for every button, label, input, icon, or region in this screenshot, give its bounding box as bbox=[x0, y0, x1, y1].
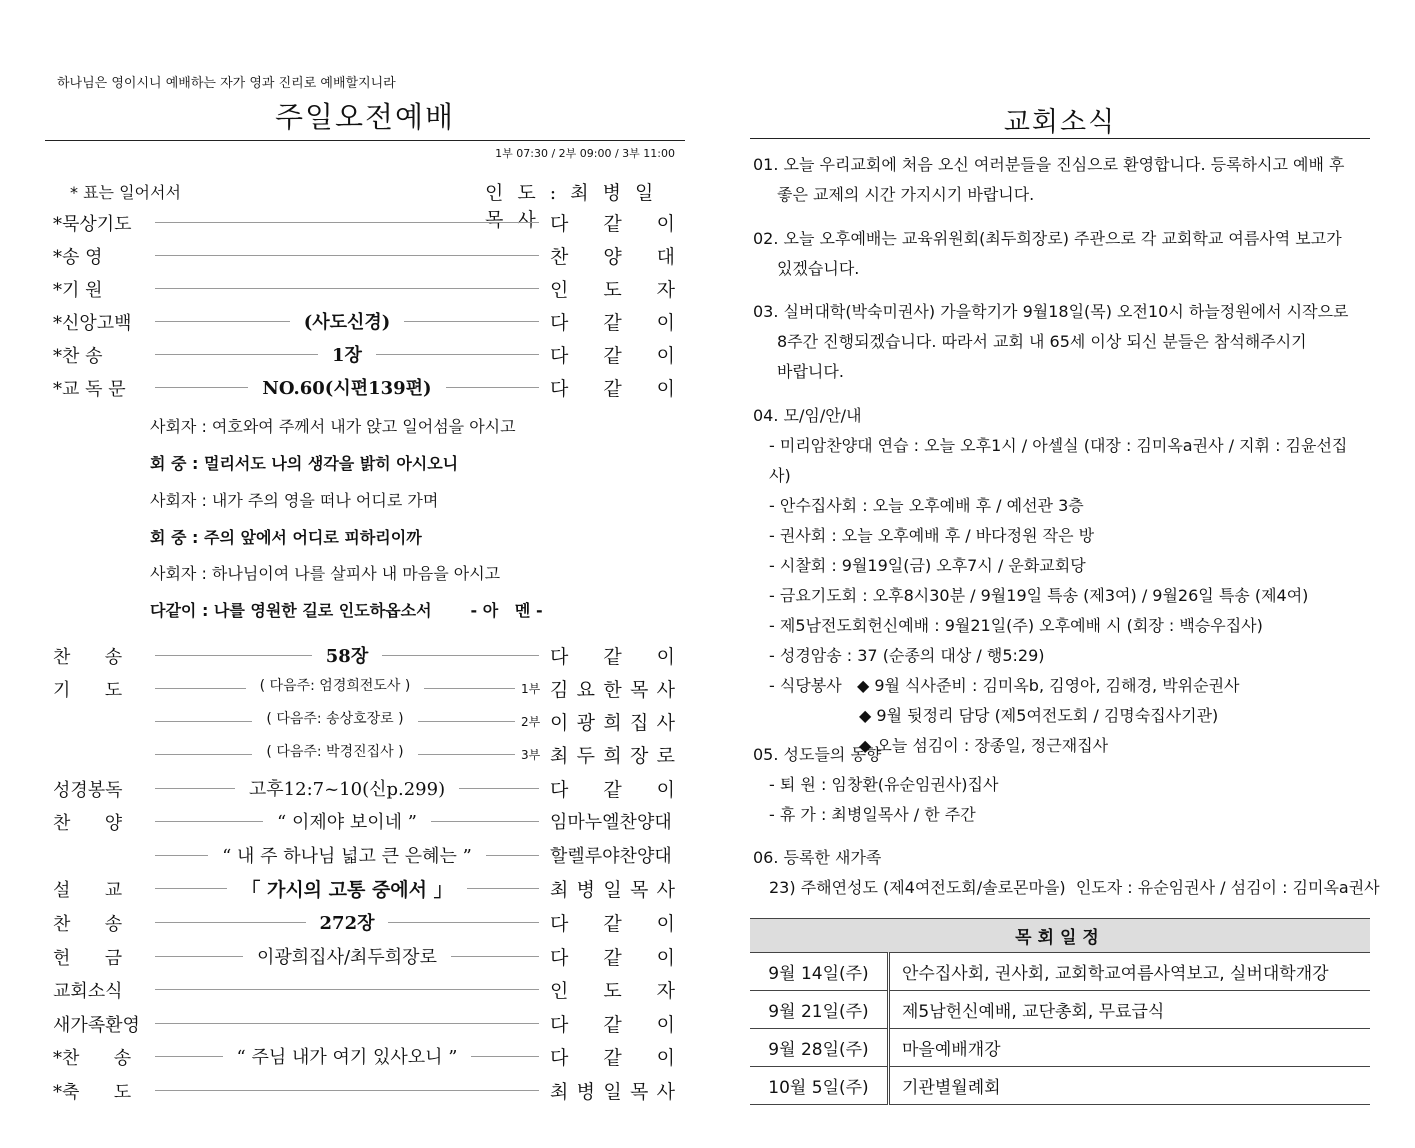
responsive-line: 사회자 : 여호와여 주께서 내가 앉고 일어섬을 아시고 bbox=[150, 417, 516, 436]
order-label: 교회소식 bbox=[53, 981, 123, 1002]
order-row bbox=[45, 372, 675, 402]
leader-line bbox=[155, 222, 539, 223]
order-content: 58장 bbox=[312, 646, 382, 667]
order-content: 272장 bbox=[306, 913, 389, 934]
order-content: 고후12:7~10(신p.299) bbox=[235, 779, 459, 800]
order-person: 인 도 자 bbox=[550, 279, 675, 301]
order-label: 설 교 bbox=[53, 880, 123, 901]
news-text: 바랍니다. bbox=[777, 362, 844, 381]
order-label: *송 영 bbox=[53, 247, 103, 268]
leader-line bbox=[155, 255, 539, 256]
order-row bbox=[45, 806, 675, 836]
news-text: 있겠습니다. bbox=[777, 259, 860, 278]
meeting-item: - 성경암송 : 37 (순종의 대상 / 행5:29) bbox=[769, 646, 1045, 665]
order-person: 이 광 희 집 사 bbox=[550, 712, 675, 734]
news-item-04 bbox=[753, 401, 1365, 761]
order-row bbox=[45, 941, 675, 971]
schedule-event: 마을예배개강 bbox=[889, 1029, 1371, 1067]
order-label: *신앙고백 bbox=[53, 313, 132, 334]
schedule-event: 제5남헌신예배, 교단총회, 무료급식 bbox=[889, 991, 1371, 1029]
service-times: 1부 07:30 / 2부 09:00 / 3부 11:00 bbox=[495, 147, 675, 160]
schedule-date: 9월 28일(주) bbox=[750, 1029, 889, 1067]
order-label: 찬 송 bbox=[53, 647, 123, 668]
news-item-03 bbox=[753, 297, 1365, 387]
schedule-date: 9월 14일(주) bbox=[750, 953, 889, 991]
news-item-01 bbox=[753, 150, 1365, 210]
news-text: 8주간 진행되겠습니다. 따라서 교회 내 65세 이상 되신 분들은 참석해주시기 bbox=[777, 332, 1307, 351]
order-person: 최 병 일 목 사 bbox=[550, 1081, 675, 1103]
order-person: 최 두 희 장 로 bbox=[550, 745, 675, 767]
order-person: 다 같 이 bbox=[550, 646, 675, 668]
title-divider bbox=[750, 138, 1370, 139]
order-content: “ 내 주 하나님 넓고 큰 은혜는 ” bbox=[208, 846, 486, 867]
member-item: - 휴 가 : 최병일목사 / 한 주간 bbox=[769, 805, 976, 824]
order-label: 성경봉독 bbox=[53, 780, 123, 801]
order-content: 1장 bbox=[318, 345, 376, 366]
order-content: 이광희집사/최두희장로 bbox=[243, 947, 451, 968]
service-part: 1부 bbox=[518, 680, 543, 697]
order-label: *찬 송 bbox=[53, 1048, 132, 1069]
order-person: 다 같 이 bbox=[550, 312, 675, 334]
meeting-item: - 금요기도회 : 오후8시30분 / 9월19일 특송 (제3여) / 9월26일 특송 (제4여) bbox=[769, 586, 1309, 605]
order-person: 다 같 이 bbox=[550, 345, 675, 367]
service-part: 3부 bbox=[518, 746, 543, 763]
meeting-item: - 시찰회 : 9월19일(금) 오후7시 / 운화교회당 bbox=[769, 556, 1086, 575]
news-item-02 bbox=[753, 224, 1365, 284]
order-person: 다 같 이 bbox=[550, 378, 675, 400]
member-item: - 퇴 원 : 임창환(유순임권사)집사 bbox=[769, 775, 999, 794]
meeting-item: - 권사회 : 오늘 오후예배 후 / 바다정원 작은 방 bbox=[769, 526, 1095, 545]
order-person: 임마누엘찬양대 bbox=[550, 812, 672, 833]
order-label: *교 독 문 bbox=[53, 379, 126, 400]
schedule-date: 9월 21일(주) bbox=[750, 991, 889, 1029]
responsive-line: 사회자 : 하나님이여 나를 살피사 내 마음을 아시고 bbox=[150, 564, 501, 583]
title-divider bbox=[45, 140, 685, 141]
responsive-line: 회 중 : 멀리서도 나의 생각을 밝히 아시오니 bbox=[150, 454, 459, 473]
order-row bbox=[45, 840, 675, 870]
order-row bbox=[45, 240, 675, 270]
order-row bbox=[45, 907, 675, 937]
order-content: “ 주님 내가 여기 있사오니 ” bbox=[223, 1047, 472, 1068]
order-row bbox=[45, 1041, 675, 1071]
order-label: *기 원 bbox=[53, 280, 103, 301]
order-content: ( 다음주: 박경진집사 ) bbox=[252, 744, 417, 760]
news-text: 01. 오늘 우리교회에 처음 오신 여러분들을 진심으로 환영합니다. 등록하시고 예배 후 bbox=[753, 155, 1345, 174]
order-label: *축 도 bbox=[53, 1082, 132, 1103]
schedule-event: 기관별월례회 bbox=[889, 1067, 1371, 1105]
news-item-06 bbox=[753, 843, 1380, 903]
order-row bbox=[45, 739, 675, 769]
order-label: *묵상기도 bbox=[53, 214, 132, 235]
order-row bbox=[45, 974, 675, 1004]
order-content: (사도신경) bbox=[290, 312, 405, 333]
church-news-page bbox=[750, 0, 1380, 1148]
order-person: 다 같 이 bbox=[550, 779, 675, 801]
order-label: 새가족환영 bbox=[53, 1015, 140, 1036]
table-row bbox=[750, 991, 1370, 1029]
leader-line bbox=[155, 1090, 539, 1091]
order-person: 다 같 이 bbox=[550, 213, 675, 235]
order-row bbox=[45, 673, 675, 703]
leader-info: 인 도 : 최 병 일 목 사 bbox=[485, 182, 658, 231]
order-label: 기 도 bbox=[53, 680, 123, 701]
order-person: 최 병 일 목 사 bbox=[550, 879, 675, 901]
news-title: 교회소식 bbox=[1003, 107, 1117, 138]
news-heading: 04. 모/임/안/내 bbox=[753, 406, 862, 425]
order-person: 다 같 이 bbox=[550, 913, 675, 935]
motto-verse: 하나님은 영이시니 예배하는 자가 영과 진리로 예배할지니라 bbox=[57, 76, 396, 91]
news-item-05 bbox=[753, 740, 1365, 830]
leader-line bbox=[155, 288, 539, 289]
order-label: 헌 금 bbox=[53, 948, 123, 969]
order-row bbox=[45, 706, 675, 736]
order-row bbox=[45, 773, 675, 803]
schedule-date: 10월 5일(주) bbox=[750, 1067, 889, 1105]
meeting-item: - 제5남전도회헌신예배 : 9월21일(주) 오후예배 시 (회장 : 백승우집사) bbox=[769, 616, 1263, 635]
order-person: 다 같 이 bbox=[550, 1047, 675, 1069]
order-person: 할렐루야찬양대 bbox=[550, 846, 672, 867]
worship-order-page bbox=[45, 0, 685, 1148]
stand-note: * 표는 일어서서 bbox=[70, 183, 181, 202]
order-label: 찬 양 bbox=[53, 813, 123, 834]
page-title: 주일오전예배 bbox=[274, 100, 456, 134]
service-part: 2부 bbox=[518, 713, 543, 730]
meeting-item: ◆ 오늘 섬김이 : 장종일, 정근재집사 bbox=[859, 736, 1109, 755]
schedule-title: 목회일정 bbox=[750, 919, 1370, 953]
order-row bbox=[45, 1008, 675, 1038]
meeting-item: ◆ 9월 뒷정리 담당 (제5여전도회 / 김명숙집사기관) bbox=[859, 706, 1219, 725]
order-person: 다 같 이 bbox=[550, 1014, 675, 1036]
new-member-item: 23) 주해연성도 (제4여전도회/솔로몬마을) 인도자 : 유순임권사 / 섬김이 : 김미옥a권사 bbox=[769, 878, 1380, 897]
order-row bbox=[45, 207, 675, 237]
table-row bbox=[750, 1067, 1370, 1105]
order-person: 김 요 한 목 사 bbox=[550, 679, 675, 701]
sermon-title: 「 가시의 고통 중에서 」 bbox=[227, 879, 466, 901]
order-row bbox=[45, 273, 675, 303]
meeting-item: - 미리암찬양대 연습 : 오늘 오후1시 / 아셀실 (대장 : 김미옥a권사 / 지휘 : 김윤선집사) bbox=[769, 436, 1348, 485]
order-content: ( 다음주: 송상호장로 ) bbox=[252, 711, 417, 727]
order-row bbox=[45, 339, 675, 369]
news-text: 03. 실버대학(박숙미권사) 가을학기가 9월18일(목) 오전10시 하늘정원에서 시작으로 bbox=[753, 302, 1349, 321]
order-person: 인 도 자 bbox=[550, 980, 675, 1002]
order-label: 찬 송 bbox=[53, 914, 123, 935]
schedule-event: 안수집사회, 권사회, 교회학교여름사역보고, 실버대학개강 bbox=[889, 953, 1371, 991]
leader-line bbox=[155, 1023, 539, 1024]
order-row bbox=[45, 873, 675, 903]
meeting-item: - 안수집사회 : 오늘 오후예배 후 / 예선관 3층 bbox=[769, 496, 1084, 515]
order-person: 찬 양 대 bbox=[550, 246, 675, 268]
responsive-line: 사회자 : 내가 주의 영을 떠나 어디로 가며 bbox=[150, 491, 439, 510]
order-content: “ 이제야 보이네 ” bbox=[263, 812, 431, 833]
order-content: NO.60(시편139편) bbox=[248, 378, 445, 399]
meeting-item: - 식당봉사 ◆ 9월 식사준비 : 김미옥b, 김영아, 김해경, 박위순권사 bbox=[769, 676, 1240, 695]
news-heading: 05. 성도들의 동향 bbox=[753, 745, 882, 764]
table-row bbox=[750, 953, 1370, 991]
responsive-line: 다같이 : 나를 영원한 길로 인도하옵소서 - 아 멘 - bbox=[150, 601, 543, 620]
order-label: *찬 송 bbox=[53, 346, 103, 367]
table-row bbox=[750, 1029, 1370, 1067]
schedule-table bbox=[750, 918, 1370, 1105]
leader-line bbox=[155, 989, 539, 990]
order-person: 다 같 이 bbox=[550, 947, 675, 969]
news-text: 좋은 교제의 시간 가지시기 바랍니다. bbox=[777, 185, 1035, 204]
order-row bbox=[45, 306, 675, 336]
news-heading: 06. 등록한 새가족 bbox=[753, 848, 882, 867]
news-text: 02. 오늘 오후예배는 교육위원회(최두희장로) 주관으로 각 교회학교 여름사역 보고가 bbox=[753, 229, 1342, 248]
order-row bbox=[45, 1075, 675, 1105]
order-row bbox=[45, 640, 675, 670]
responsive-line: 회 중 : 주의 앞에서 어디로 피하리이까 bbox=[150, 528, 422, 547]
order-content: ( 다음주: 엄경희전도사 ) bbox=[246, 678, 425, 694]
